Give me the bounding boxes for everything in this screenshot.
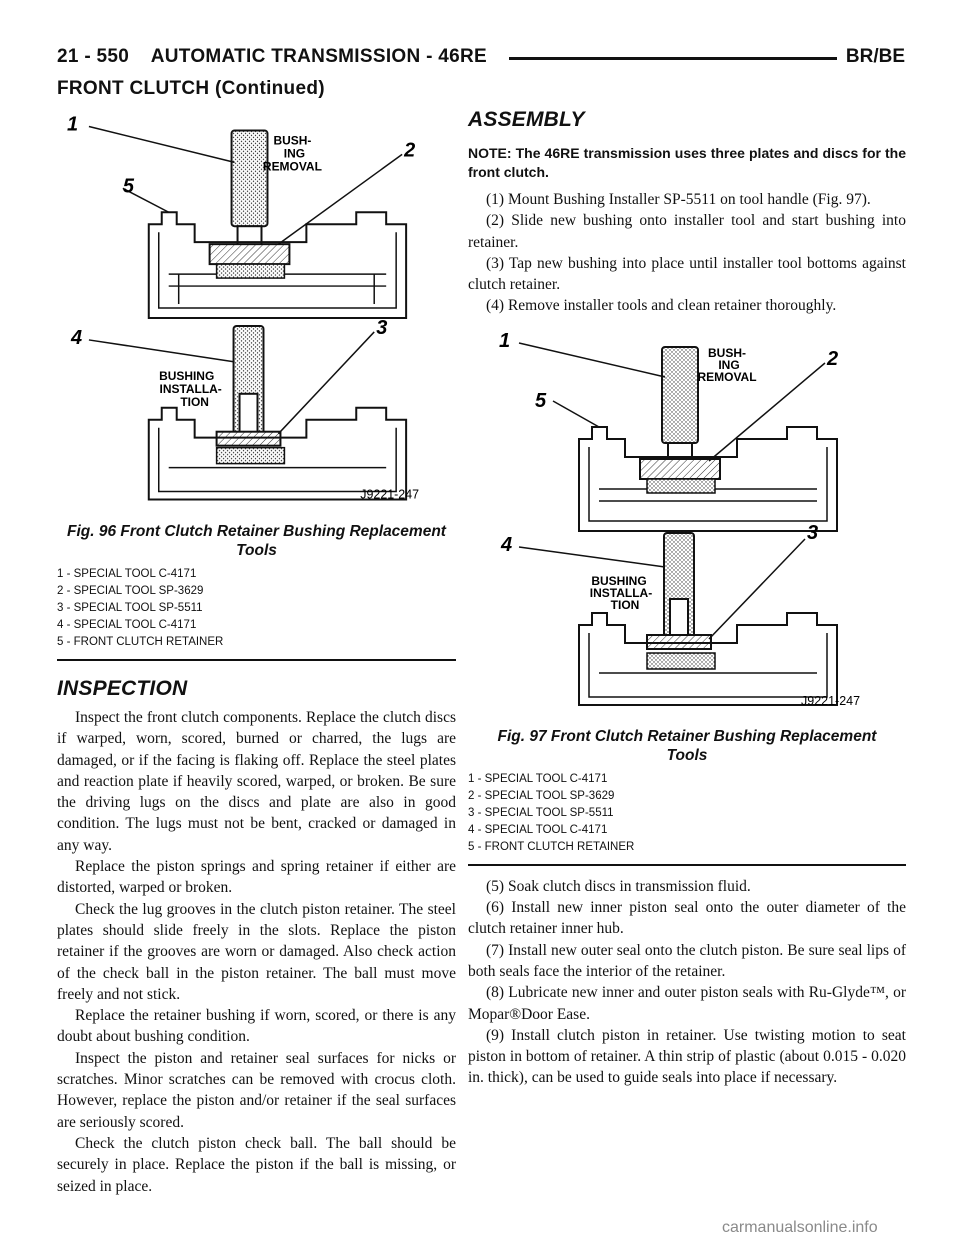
- section-continued-title: FRONT CLUTCH (Continued): [57, 78, 325, 99]
- removal-label-line1: BUSH-: [273, 133, 312, 148]
- figure-96-illustration: [57, 104, 456, 518]
- assembly-heading: ASSEMBLY: [468, 108, 585, 131]
- callout-1: 1: [499, 329, 511, 352]
- figure-96-rule: [57, 659, 456, 661]
- assembly-step: (3) Tap new bushing into place until installer tool bottoms against clutch retainer.: [468, 254, 906, 294]
- figure-96: [57, 104, 456, 661]
- assembly-steps-5-9: [468, 876, 906, 1089]
- figure-97-caption: [468, 727, 906, 765]
- legend-item: 5 - FRONT CLUTCH RETAINER: [57, 636, 224, 648]
- inspection-paragraph: Replace the retainer bushing if worn, scored, or there is any doubt about bushing condition.: [57, 1007, 456, 1046]
- figure-97-legend: [468, 771, 906, 856]
- left-column: [57, 104, 456, 1197]
- figure-96-caption: [57, 522, 456, 560]
- legend-item: 3 - SPECIAL TOOL SP-5511: [468, 806, 614, 819]
- figure-97-illustration: [468, 327, 906, 723]
- inspection-paragraph: Inspect the front clutch components. Replace the clutch discs if warped, worn, scored, burned or charred, the lugs are damaged, or if the facing is flaking off. Replace the steel plates and reaction plate if heavily scored, warped, or broken. Be sure the driving lugs on the discs and plate are also in good condition. The lugs must not be bent, cracked or damaged in any way.: [57, 709, 456, 854]
- callout-5: 5: [535, 389, 547, 412]
- inspection-paragraph: Check the lug grooves in the clutch piston retainer. The steel plates should slide freely in the slots. Replace the piston retainer if the grooves are worn or damaged. Also check action of the check ball in the piston retainer. The ball must move freely and not stick.: [57, 900, 456, 1003]
- installation-label-line1: BUSHING: [159, 368, 215, 383]
- callout-3: 3: [376, 316, 388, 339]
- inspection-paragraph: Check the clutch piston check ball. The ball should be securely in place. Replace the piston if the ball is missing, or seized in place.: [57, 1134, 456, 1195]
- right-column: [468, 104, 906, 1089]
- figure-code: J9221-247: [801, 693, 861, 708]
- assembly-step: (9) Install clutch piston in retainer. Use twisting motion to seat piston in bottom of retainer. A thin strip of plastic (about 0.015 - 0.020 in. thick), can be used to guide seals into place if necessary.: [468, 1026, 906, 1087]
- callout-3: 3: [807, 521, 819, 544]
- callout-2: 2: [827, 347, 839, 370]
- installation-label-line3: TION: [180, 394, 209, 409]
- callout-4: 4: [501, 533, 513, 556]
- removal-label-line3: REMOVAL: [697, 369, 757, 384]
- figure-code: J9221-247: [360, 487, 420, 502]
- page-number-and-title: 21 - 550 AUTOMATIC TRANSMISSION - 46RE: [57, 46, 488, 67]
- header-rule: [509, 57, 837, 60]
- inspection-paragraph: Inspect the piston and retainer seal surfaces for nicks or scratches. Minor scratches can be removed with crocus cloth. However, replace the piston and/or retainer if the seal surfaces are seriously scored.: [57, 1049, 456, 1131]
- legend-item: 4 - SPECIAL TOOL C-4171: [468, 823, 608, 836]
- callout-5: 5: [122, 175, 134, 198]
- installation-label-line1: BUSHING: [591, 573, 647, 588]
- callout-1: 1: [66, 113, 79, 136]
- callout-2: 2: [404, 139, 416, 162]
- installation-label-line2: INSTALLA-: [589, 585, 653, 600]
- legend-item: 4 - SPECIAL TOOL C-4171: [57, 619, 197, 631]
- figure-96-legend: [57, 566, 456, 651]
- assembly-step: (2) Slide new bushing onto installer tool and start bushing into retainer.: [468, 212, 906, 251]
- removal-label-line2: ING: [283, 146, 306, 161]
- model-code: BR/BE: [845, 46, 905, 67]
- installation-label-line3: TION: [610, 597, 640, 612]
- inspection-body: [57, 707, 456, 1197]
- installation-label-line2: INSTALLA-: [159, 381, 222, 396]
- caption-line-2: Tools: [666, 746, 708, 764]
- removal-label-line2: ING: [718, 357, 740, 372]
- page-header: [57, 44, 905, 72]
- assembly-step: (4) Remove installer tools and clean retainer thoroughly.: [486, 297, 837, 315]
- watermark-link[interactable]: carmanualsonline.info: [722, 1219, 878, 1236]
- caption-line-1: Fig. 97 Front Clutch Retainer Bushing Replacement: [497, 727, 877, 745]
- figure-97-rule: [468, 864, 906, 866]
- assembly-step: (1) Mount Bushing Installer SP-5511 on tool handle (Fig. 97).: [486, 191, 871, 208]
- assembly-note: NOTE: The 46RE transmission uses three plates and discs for the front clutch.: [468, 145, 906, 180]
- legend-item: 2 - SPECIAL TOOL SP-3629: [468, 789, 615, 802]
- legend-item: 5 - FRONT CLUTCH RETAINER: [468, 840, 635, 853]
- removal-label-line1: BUSH-: [708, 345, 746, 360]
- legend-item: 3 - SPECIAL TOOL SP-5511: [57, 602, 203, 614]
- assembly-steps-1-4: [468, 189, 906, 317]
- assembly-step: (6) Install new inner piston seal onto the outer diameter of the clutch retainer inner hub.: [468, 899, 906, 938]
- assembly-step: (5) Soak clutch discs in transmission fluid.: [486, 877, 751, 895]
- caption-line-1: Fig. 96 Front Clutch Retainer Bushing Replacement: [67, 523, 446, 540]
- inspection-paragraph: Replace the piston springs and spring retainer if either are distorted, warped or broken.: [57, 858, 456, 897]
- legend-item: 2 - SPECIAL TOOL SP-3629: [57, 585, 204, 597]
- legend-item: 1 - SPECIAL TOOL C-4171: [57, 568, 197, 580]
- figure-97: [468, 327, 906, 866]
- caption-line-2: Tools: [236, 542, 277, 559]
- removal-label-line3: REMOVAL: [262, 159, 322, 174]
- callout-4: 4: [70, 326, 83, 349]
- legend-item: 1 - SPECIAL TOOL C-4171: [468, 772, 608, 785]
- assembly-step: (8) Lubricate new inner and outer piston seals with Ru-Glyde™, or Mopar®Door Ease.: [468, 984, 906, 1023]
- inspection-heading: INSPECTION: [57, 677, 188, 700]
- assembly-step: (7) Install new outer seal onto the clutch piston. Be sure seal lips of both seals face the interior of the retainer.: [468, 941, 906, 980]
